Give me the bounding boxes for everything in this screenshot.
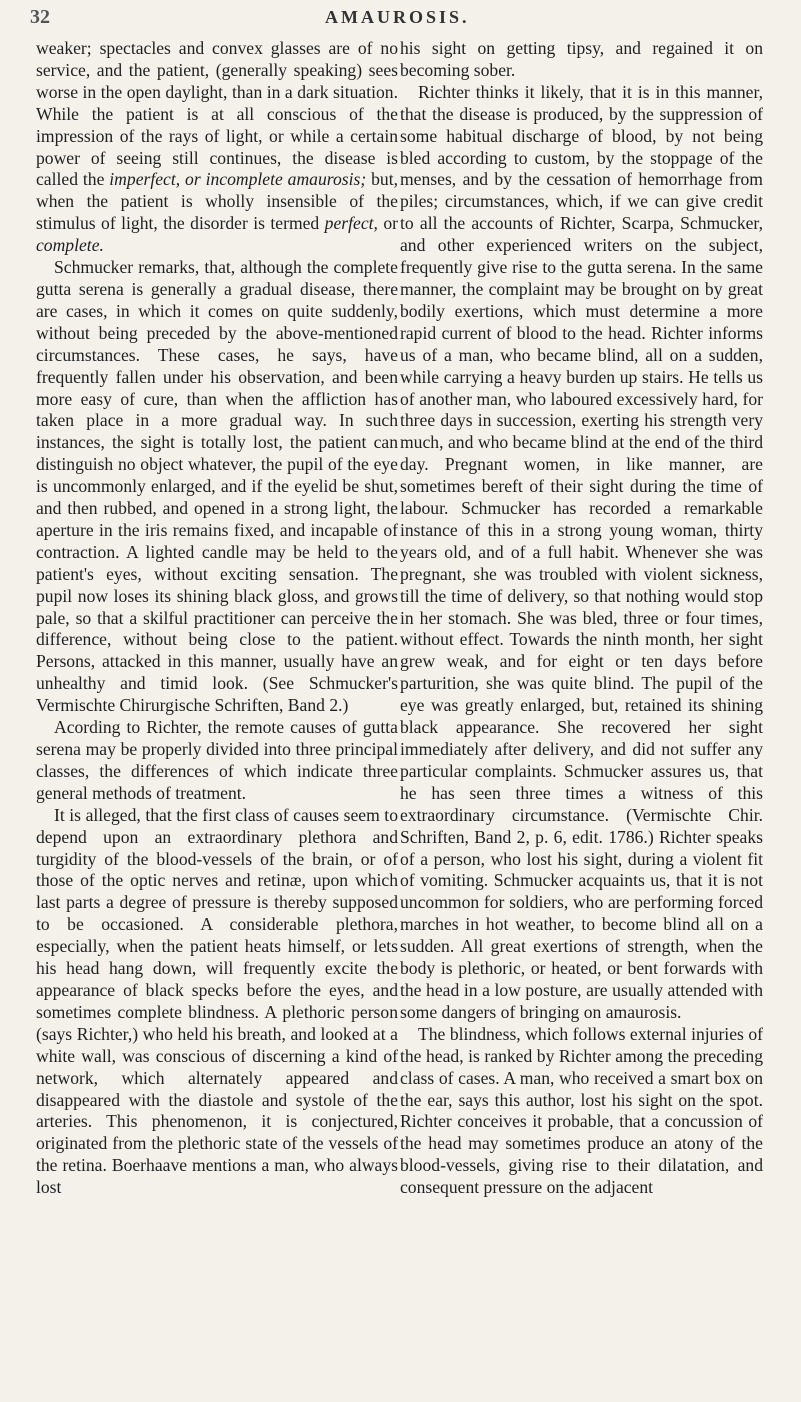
paragraph-external-injuries: The blindness, which follows external injuries of the head, is ranked by Richter among the preceding class of cases. A man, who received a smart box on the ear, says this author, lost his sight on the spot. Richter conceives it probable, that a concussion of the head may sometimes produce an atony of the blood-vessels, giving rise to their dilatation, and consequent pressure on the adjacent	[400, 1023, 763, 1198]
paragraph-suppression: Richter thinks it likely, that it is in this manner, that the disease is produced, by the suppression of some habitual discharge of blood, by not being bled according to custom, by the stoppage of the menses, and by the cessation of hemorrhage from piles; circumstances, which, if we can give credit to all the accounts of Richter, Scarpa, Schmucker, and other experienced writers on the subject, frequently give rise to the gutta serena. In the same manner, the complaint may be brought on by great bodily exertions, which must determine a more rapid current of blood to the head. Richter informs us of a man, who became blind, all on a sudden, while carrying a heavy burden up stairs. He tells us of another man, who laboured excessively hard, for three days in succession, exerting his strength very much, and who became blind at the end of the third day. Pregnant women, in like manner, are sometimes bereft of their sight during the time of labour. Schmucker has recorded a remarkable instance of this in a strong young woman, thirty years old, and of a full habit. Whenever she was pregnant, she was troubled with violent sickness, till the time of delivery, so that nothing would stop in her stomach. She was bled, three or four times, without effect. Towards the ninth month, her sight grew weak, and for eight or ten days before parturition, she was quite blind. The pupil of the eye was greatly enlarged, but, retained its shining black appearance. She recovered her sight immediately after delivery, and did not suffer any particular complaints. Schmucker assures us, that he has seen three times a witness of this extraordinary circumstance. (Vermischte Chir. Schriften, Band 2, p. 6, edit. 1786.) Richter speaks of a person, who lost his sight, during a violent fit of vomiting. Schmucker acquaints us, that it is not uncommon for soldiers, who are performing forced marches in hot weather, to become blind all on a sudden. All great exertions of strength, when the body is plethoric, or heated, or bent forwards with the head in a low posture, are usually attended with some dangers of bringing on amaurosis.	[400, 81, 763, 1022]
right-column	[400, 38, 763, 1199]
paragraph-intro: weaker; spectacles and convex glasses are of no service, and the patient, (generally speaking) sees worse in the open daylight, than in a dark situation. While the patient is at all conscious of the impression of the rays of light, or while a certain power of seeing still continues, the disease is called the imperfect, or incomplete amaurosis; but, when the patient is wholly insensible of the stimulus of light, the disorder is termed perfect, or complete.	[36, 38, 399, 256]
paragraph-richter-causes: Acording to Richter, the remote causes of gutta serena may be properly divided into three principal classes, the differences of which indicate three general methods of treatment.	[36, 717, 398, 803]
paragraph-schmucker: Schmucker remarks, that, although the complete gutta serena is generally a gradual disease, there are cases, in which it comes on quite suddenly, without being preceded by the above-mentioned circumstances. These cases, he says, have frequently fallen under his observation, and been more easy of cure, than when the affliction has taken place in a more gradual way. In such instances, the sight is totally lost, the patient can distinguish no object whatever, the pupil of the eye is uncommonly enlarged, and if the eyelid be shut, and then rubbed, and opened in a strong light, the aperture in the iris remains fixed, and incapable of contraction. A lighted candle may be held to the patient's eyes, without exciting sensation. The pupil now loses its shining black gloss, and grows pale, so that a skilful practitioner can perceive the difference, without being close to the patient. Persons, attacked in this manner, usually have an unhealthy and timid look. (See Schmucker's Vermischte Chirurgische Schriften, Band 2.)	[36, 257, 398, 716]
paragraph-continuation: his sight on getting tipsy, and regained it on becoming sober.	[400, 38, 763, 80]
running-head: AMAUROSIS.	[325, 7, 470, 27]
paragraph-first-class: It is alleged, that the first class of causes seem to depend upon an extraordinary plethora and turgidity of the blood-vessels of the brain, or of those of the optic nerves and retinæ, upon which last parts a degree of pressure is thereby supposed to be occasioned. A considerable plethora, especially, when the patient heats himself, or lets his head hang down, will frequently excite the appearance of black specks before the eyes, and sometimes complete blindness. A plethoric person (says Richter,) who held his breath, and looked at a white wall, was conscious of discerning a kind of network, which alternately appeared and disappeared with the diastole and systole of the arteries. This phenomenon, it is conjectured, originated from the plethoric state of the vessels of the retina. Boerhaave mentions a man, who always lost	[36, 804, 398, 1198]
left-column	[36, 38, 398, 1199]
page-header	[30, 6, 770, 32]
page-number: 32	[30, 6, 50, 28]
